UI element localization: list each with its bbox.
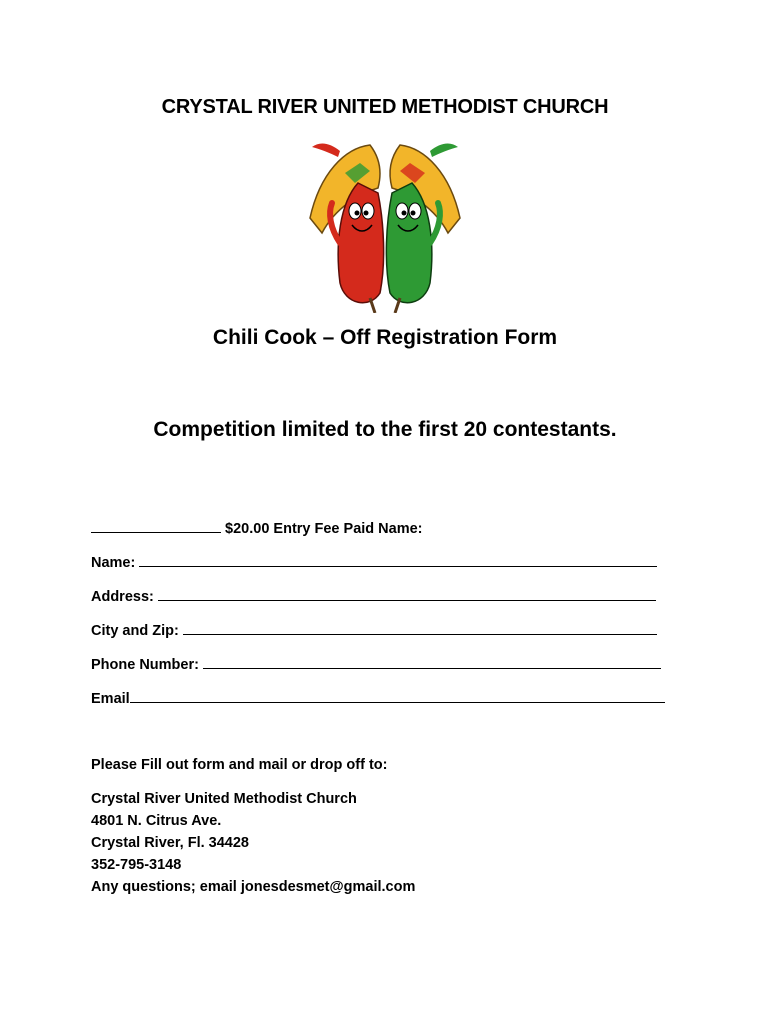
- address-line-city: Crystal River, Fl. 34428: [91, 835, 249, 851]
- address-line-church: Crystal River United Methodist Church: [91, 791, 357, 807]
- address-line-phone: 352-795-3148: [91, 857, 182, 873]
- address-row: [91, 586, 656, 605]
- form-title: Chili Cook – Off Registration Form: [212, 326, 558, 349]
- chili-peppers-logo: [300, 133, 470, 313]
- address-blank[interactable]: [158, 586, 656, 601]
- name-row: [91, 552, 657, 571]
- phone-label: Phone Number:: [91, 657, 199, 673]
- phone-row: [91, 654, 661, 673]
- name-label: Name:: [91, 555, 136, 571]
- address-line-street: 4801 N. Citrus Ave.: [91, 813, 222, 829]
- mailing-instructions: Please Fill out form and mail or drop off to:: [91, 757, 388, 773]
- phone-blank[interactable]: [203, 654, 661, 669]
- email-label: Email: [91, 691, 130, 707]
- email-row: [91, 688, 665, 707]
- entry-fee-row: [91, 518, 423, 537]
- address-line-email: Any questions; email jonesdesmet@gmail.com: [91, 879, 416, 895]
- name-blank[interactable]: [139, 552, 657, 567]
- city-zip-row: [91, 620, 657, 639]
- mailing-address-block: [91, 788, 415, 898]
- church-name-heading: CRYSTAL RIVER UNITED METHODIST CHURCH: [161, 96, 609, 118]
- contestant-limit-notice: Competition limited to the first 20 contestants.: [153, 418, 617, 441]
- fee-label: $20.00 Entry Fee Paid Name:: [225, 521, 423, 537]
- address-label: Address:: [91, 589, 154, 605]
- email-blank[interactable]: [130, 688, 665, 703]
- city-zip-label: City and Zip:: [91, 623, 179, 639]
- fee-paid-blank[interactable]: [91, 518, 221, 533]
- city-zip-blank[interactable]: [183, 620, 657, 635]
